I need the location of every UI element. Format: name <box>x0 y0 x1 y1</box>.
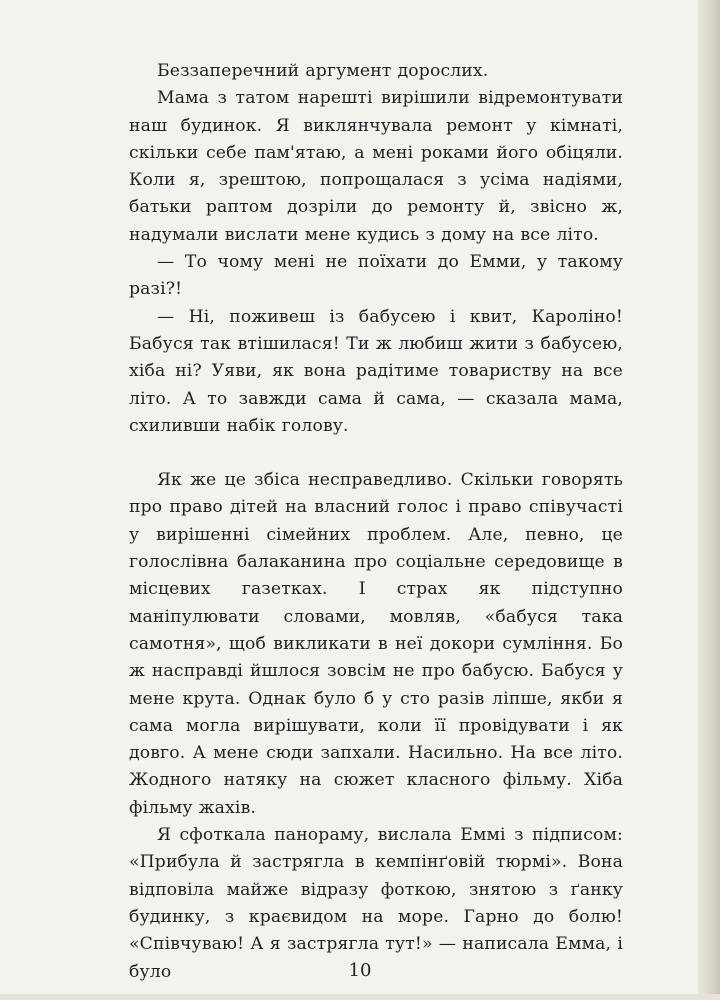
paragraph-1: Беззаперечний аргумент дорослих. <box>157 61 489 81</box>
page-edge-shadow <box>698 0 720 1000</box>
paragraph-2: Мама з татом нарешті вирішили відремонтувати наш будинок. Я виклянчувала ремонт у кімнаті, скільки себе пам'ятаю, а мені роками його обіцяли. Коли я, зрештою, попрощалася з усіма надіями, батьки раптом дозріли до ремонту й, звісно ж, надумали вислати мене кудись з дому на все літо. <box>129 88 623 245</box>
paragraph-3: — То чому мені не поїхати до Емми, у такому разі?! <box>129 252 623 300</box>
body-text <box>129 58 623 986</box>
paragraph-5: Як же це збіса несправедливо. Скільки говорять про право дітей на власний голос і право співучасті у вирішенні сімейних проблем. Але, певно, це голослівна балаканина про соціальне середовище в місцевих газетках. І страх як підступно маніпулювати словами, мовляв, «бабуся така самотня», щоб викликати в неї докори сумління. Бо ж насправді йшлося зовсім не про бабусю. Бабуся у мене крута. Однак було б у сто разів ліпше, якби я сама могла вирішувати, коли її провідувати і як довго. А мене сюди запхали. Насильно. На все літо. Жодного натяку на сюжет класного фільму. Хіба фільму жахів. <box>129 470 623 818</box>
page-bottom-edge <box>0 994 720 1000</box>
paragraph-6: Я сфоткала панораму, вислала Еммі з підписом: «Прибула й застрягла в кемпінґовій тюрмі». Вона відповіла майже відразу фоткою, знятою з ґанку будинку, з краєвидом на море. Гарно до болю! «Співчуваю! А я застрягла тут!» — написала Емма, і було <box>129 825 623 982</box>
page-number: 10 <box>348 960 372 981</box>
paragraph-4: — Ні, поживеш із бабусею і квит, Кароліно! Бабуся так втішилася! Ти ж любиш жити з бабусею, хіба ні? Уяви, як вона радітиме товариству на все літо. А то завжди сама й сама, — сказала мама, схиливши набік голову. <box>129 306 623 436</box>
